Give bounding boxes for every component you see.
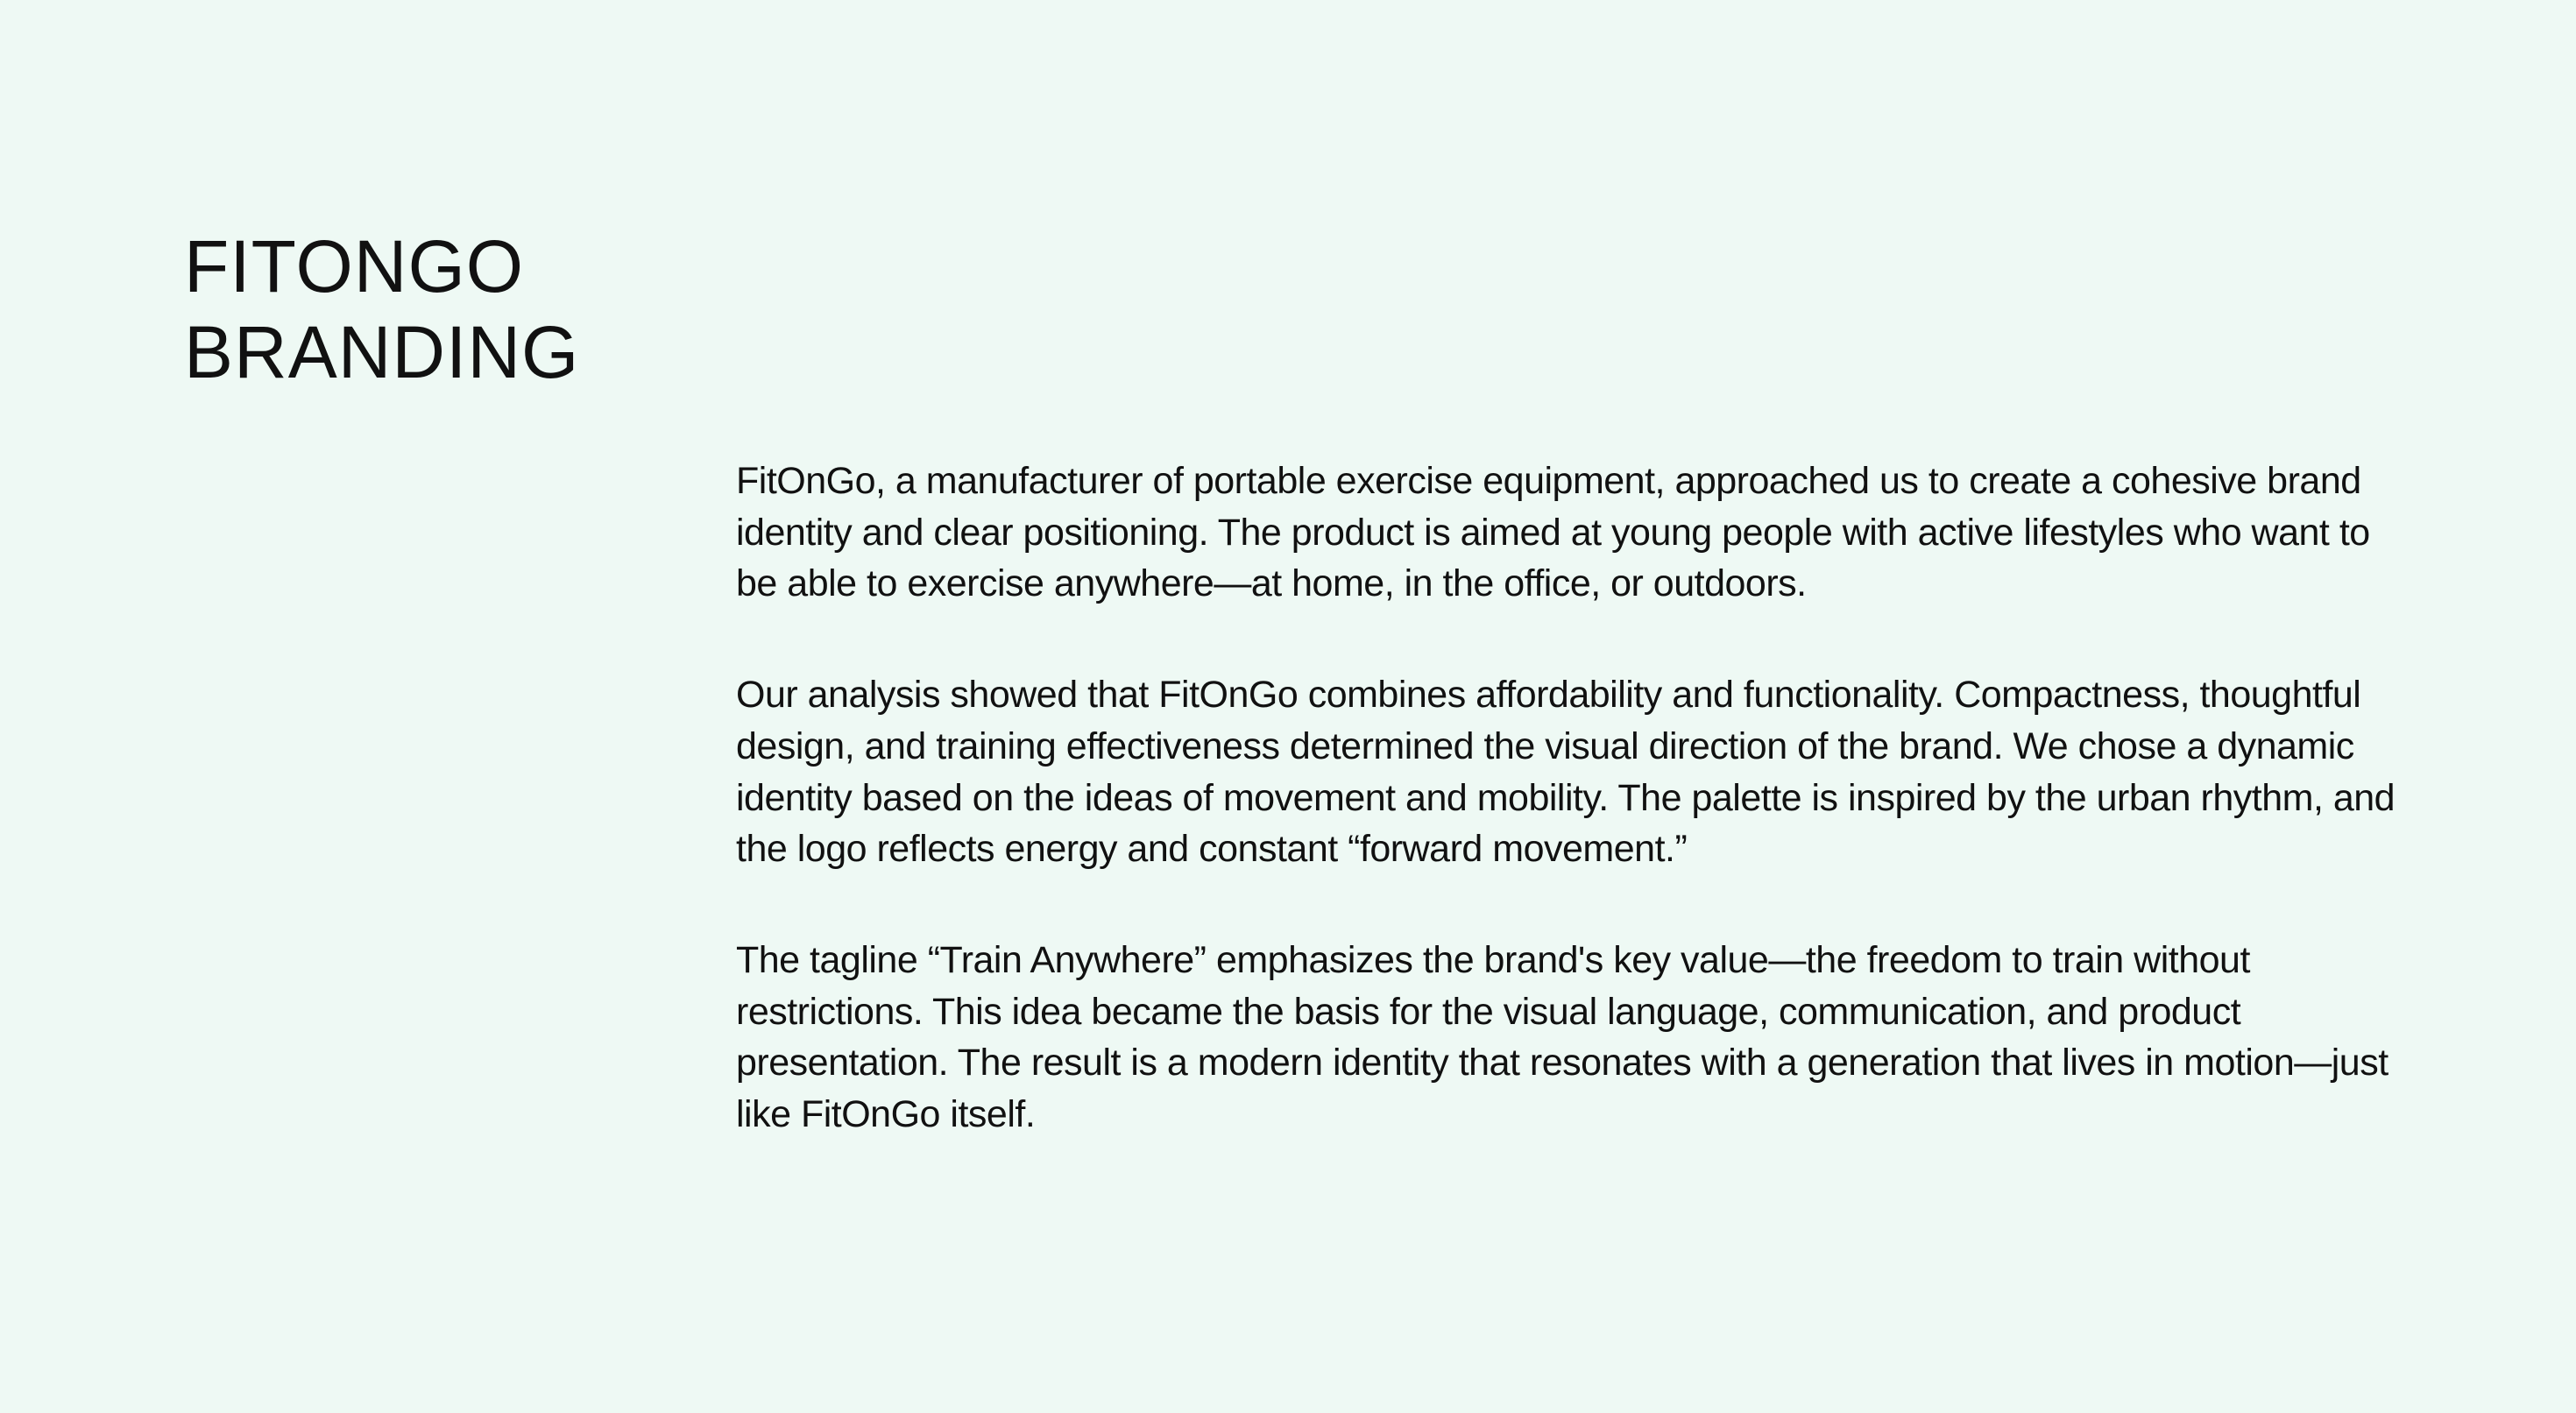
analysis-paragraph: Our analysis showed that FitOnGo combines affordability and functionality. Compactness, thoughtful design, and training effectiveness determined the visual direction of the brand. We chose a dynamic identity based on the ideas of movement and mobility. The palette is inspired by the urban rhythm, and the logo reflects energy and constant “forward movement.” [736,674,2396,871]
tagline-paragraph: The tagline “Train Anywhere” emphasizes the brand's key value—the freedom to train without restrictions. This idea became the basis for the visual language, communication, and product presentation. The result is a modern identity that resonates with a generation that lives in motion—just like FitOnGo itself. [736,938,2388,1136]
intro-paragraph: FitOnGo, a manufacturer of portable exercise equipment, approached us to create a cohesive brand identity and clear positioning. The product is aimed at young people with active lifestyles who want to be able to exercise anywhere—at home, in the office, or outdoors. [736,460,2370,605]
page-title [184,223,579,395]
page-title-line-1: FITONGO [184,225,525,307]
page-title-line-2: BRANDING [184,311,580,393]
project-description [736,456,2401,1141]
